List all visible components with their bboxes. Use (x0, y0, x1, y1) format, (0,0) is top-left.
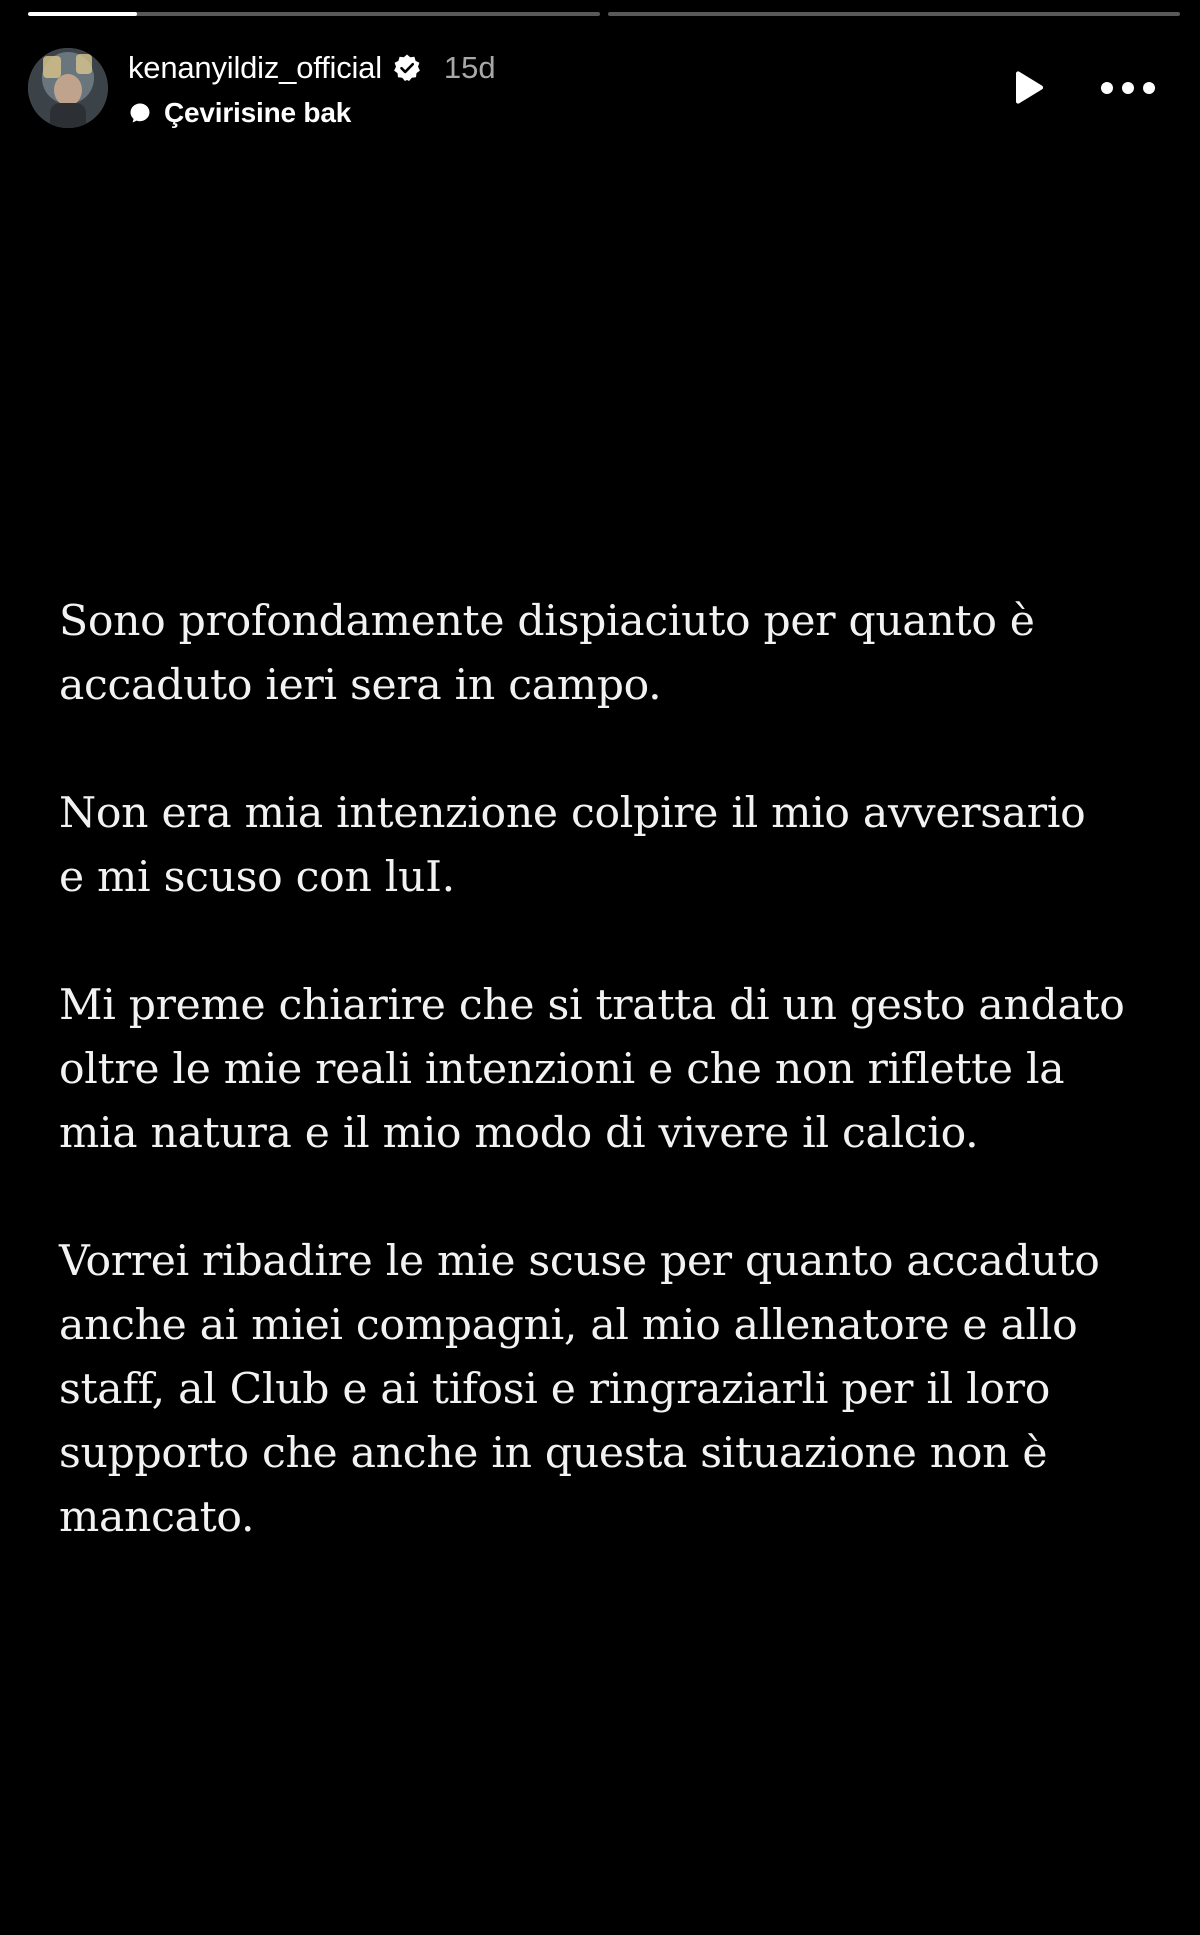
story-line: oltre le mie reali intenzioni e che non riflette la (59, 1045, 1065, 1094)
story-header (28, 48, 1180, 130)
avatar-image (28, 48, 108, 128)
progress-segment-1 (28, 12, 600, 16)
more-options-button[interactable] (1092, 66, 1164, 110)
story-message (59, 590, 1189, 1550)
story-line: supporto che anche in questa situazione non è (59, 1429, 1048, 1478)
story-line: accaduto ieri sera in campo. (59, 661, 662, 710)
story-paragraph-1 (59, 590, 1189, 718)
story-line: Non era mia intenzione colpire il mio avversario (59, 789, 1086, 838)
progress-segment-2 (608, 12, 1180, 16)
play-icon (1011, 70, 1045, 106)
more-options-icon (1100, 81, 1156, 95)
story-paragraph-2 (59, 782, 1189, 910)
story-line: anche ai miei compagni, al mio allenatore e allo (59, 1301, 1078, 1350)
username[interactable]: kenanyildiz_official (128, 50, 382, 85)
story-line: Mi preme chiarire che si tratta di un gesto andato (59, 981, 1125, 1030)
story-line: staff, al Club e ai tifosi e ringraziarli per il loro (59, 1365, 1051, 1414)
story-line: mia natura e il mio modo di vivere il calcio. (59, 1109, 979, 1158)
verified-badge-icon (392, 53, 422, 83)
story-progress-bar (28, 12, 1180, 16)
translate-row[interactable] (128, 96, 351, 130)
username-row (128, 48, 496, 88)
story-line: Sono profondamente dispiaciuto per quanto è (59, 597, 1035, 646)
story-line: mancato. (59, 1493, 255, 1542)
translate-link[interactable]: Çevirisine bak (164, 97, 352, 128)
progress-fill-1 (28, 12, 137, 16)
story-line: e mi scuso con luI. (59, 853, 455, 902)
story-paragraph-4 (59, 1230, 1189, 1550)
time-ago: 15d (443, 50, 496, 85)
avatar[interactable] (28, 48, 108, 128)
play-button[interactable] (1006, 66, 1050, 110)
story-paragraph-3 (59, 974, 1189, 1166)
story-line: Vorrei ribadire le mie scuse per quanto accaduto (59, 1237, 1100, 1286)
speech-bubble-icon (128, 101, 152, 125)
